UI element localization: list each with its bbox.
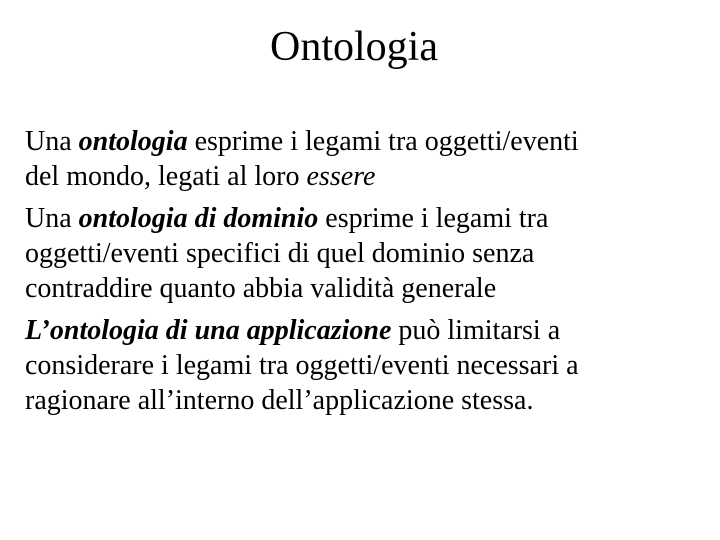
emphasized-term: L’ontologia di una applicazione [25, 315, 392, 346]
text-run: esprime i legami tra [318, 203, 549, 234]
paragraph [25, 201, 705, 306]
emphasized-term: ontologia di dominio [78, 203, 319, 234]
text-run: può limitarsi a [391, 315, 561, 346]
emphasized-term: ontologia [78, 126, 188, 157]
paragraph-line [25, 159, 705, 194]
text-run: del mondo, legati al loro [25, 161, 307, 192]
paragraph [25, 124, 705, 194]
text-run: oggetti/eventi specifici di quel dominio senza [25, 238, 535, 269]
emphasized-term: essere [306, 161, 376, 192]
paragraph-line [25, 124, 705, 159]
slide-title: Ontologia [270, 24, 438, 70]
text-run: esprime i legami tra oggetti/eventi [187, 126, 579, 157]
paragraph-line [25, 383, 705, 418]
paragraph-line [25, 313, 705, 348]
paragraph-line [25, 236, 705, 271]
paragraph-line [25, 348, 705, 383]
slide-body [25, 124, 705, 418]
text-run: contraddire quanto abbia validità generale [25, 273, 497, 304]
paragraph-line [25, 201, 705, 236]
text-run: ragionare all’interno dell’applicazione stessa. [25, 385, 534, 416]
paragraph [25, 313, 705, 418]
text-run: Una [25, 126, 79, 157]
paragraph-line [25, 271, 705, 306]
text-run: considerare i legami tra oggetti/eventi necessari a [25, 350, 579, 381]
text-run: Una [25, 203, 79, 234]
